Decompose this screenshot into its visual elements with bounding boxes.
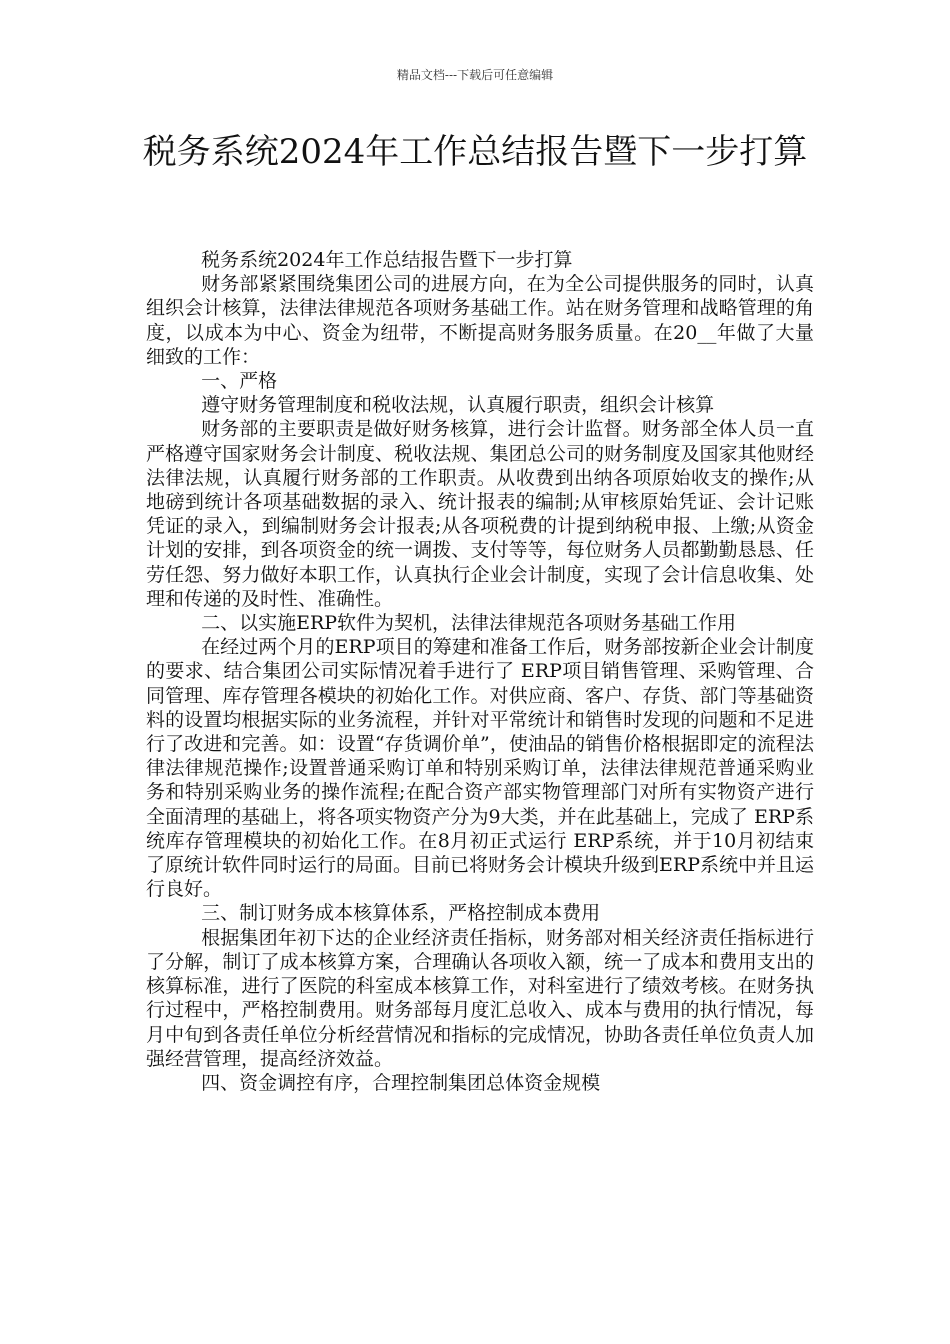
section-heading: 二、以实施ERP软件为契机，法律法律规范各项财务基础工作用 — [201, 612, 737, 635]
body-paragraph: 财务部紧紧围绕集团公司的进展方向，在为全公司提供服务的同时，认真组织会计核算，法律法律规范各项财务基础工作。站在财务管理和战略管理的角度，以成本为中心、资金为纽带，不断提高财务服务质量。在20__年做了大量细致的工作： — [146, 273, 814, 368]
body-paragraph: 根据集团年初下达的企业经济责任指标，财务部对相关经济责任指标进行了分解，制订了成本核算方案，合理确认各项收入额，统一了成本和费用支出的核算标准，进行了医院的科室成本核算工作，对科室进行了绩效考核。在财务执行过程中，严格控制费用。财务部每月度汇总收入、成本与费用的执行情况，每月中旬到各责任单位分析经营情况和指标的完成情况，协助各责任单位负责人加强经营管理，提高经济效益。 — [146, 926, 814, 1070]
body-paragraph: 财务部的主要职责是做好财务核算，进行会计监督。财务部全体人员一直严格遵守国家财务会计制度、税收法规、集团总公司的财务制度及国家其他财经法律法规，认真履行财务部的工作职责。从收费到出纳各项原始收支的操作;从地磅到统计各项基础数据的录入、统计报表的编制;从审核原始凭证、会计记账凭证的录入，到编制财务会计报表;从各项税费的计提到纳税申报、上缴;从资金计划的安排，到各项资金的统一调拨、支付等等，每位财务人员都勤勤恳恳、任劳任怨、努力做好本职工作，认真执行企业会计制度，实现了会计信息收集、处理和传递的及时性、准确性。 — [146, 418, 814, 610]
section-heading: 四、资金调控有序，合理控制集团总体资金规模 — [201, 1071, 601, 1094]
document-title: 税务系统2024年工作总结报告暨下一步打算 — [142, 132, 808, 172]
section-heading: 三、制订财务成本核算体系，严格控制成本费用 — [201, 902, 601, 925]
document-body — [146, 248, 814, 1095]
body-paragraph: 税务系统2024年工作总结报告暨下一步打算 — [201, 249, 573, 271]
page-header-note: 精品文档---下载后可任意编辑 — [396, 68, 554, 82]
section-heading: 一、严格 — [201, 370, 278, 393]
body-paragraph: 在经过两个月的ERP项目的筹建和准备工作后，财务部按新企业会计制度的要求、结合集团公司实际情况着手进行了 ERP项目销售管理、采购管理、合同管理、库存管理各模块的初始化工作。对供应商、客户、存货、部门等基础资料的设置均根据实际的业务流程，并针对平常统计和销售时发现的问题和不足进行了改进和完善。如：设置“存货调价单”，使油品的销售价格根据即定的流程法律法律规范操作;设置普通采购订单和特别采购订单，法律法律规范普通采购业务和特别采购业务的操作流程;在配合资产部实物管理部门对所有实物资产进行全面清理的基础上，将各项实物资产分为9大类，并在此基础上，完成了 ERP系统库存管理模块的初始化工作。在8月初正式运行 ERP系统，并于10月初结束了原统计软件同时运行的局面。目前已将财务会计模块升级到ERP系统中并且运行良好。 — [146, 636, 814, 901]
body-paragraph: 遵守财务管理制度和税收法规，认真履行职责，组织会计核算 — [201, 394, 715, 417]
